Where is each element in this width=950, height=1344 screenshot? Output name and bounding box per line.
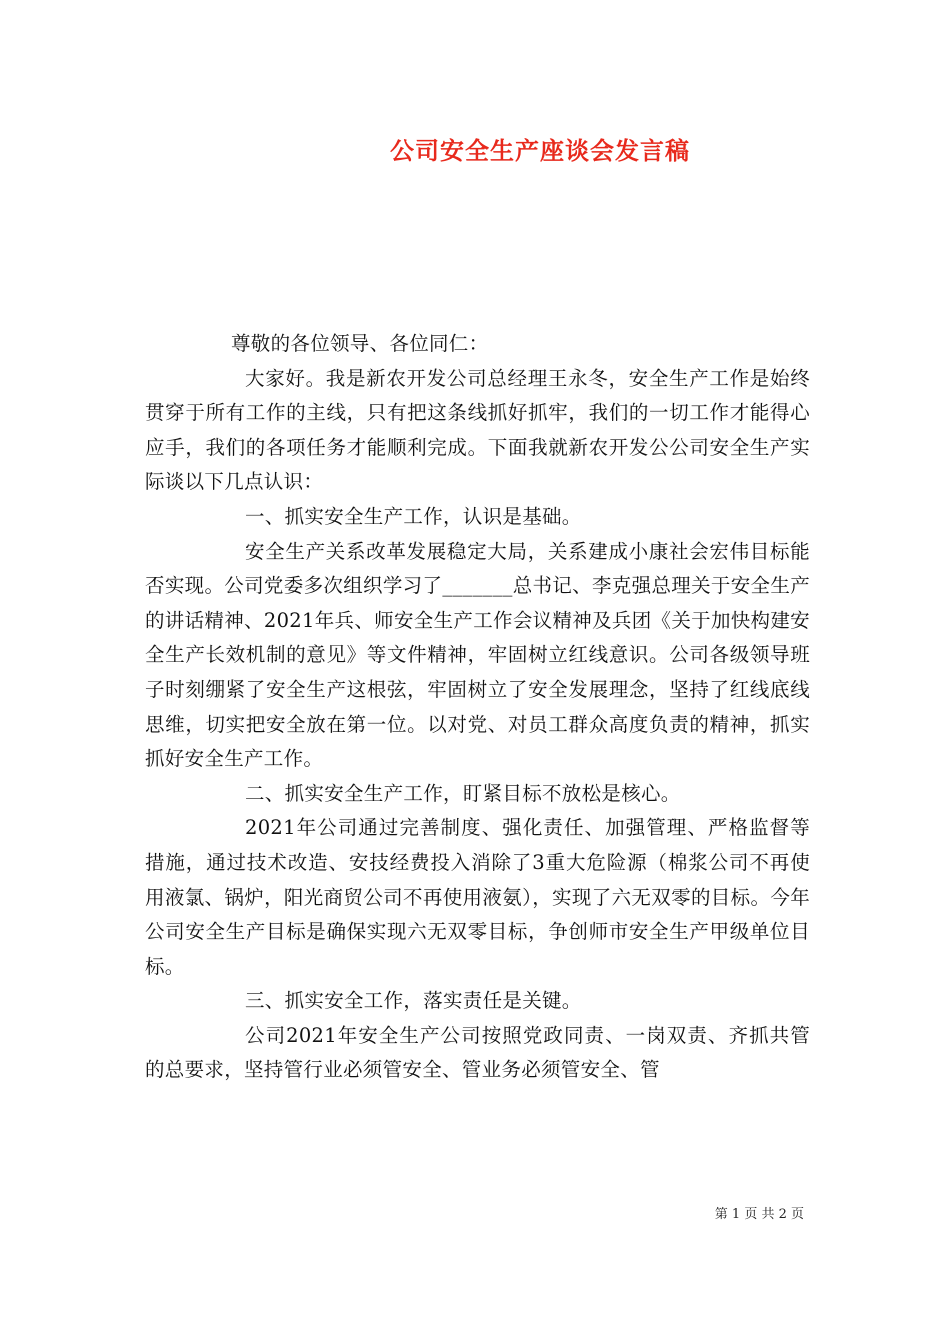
section-heading-1: 一、抓实安全生产工作，认识是基础。 [245, 504, 582, 528]
section-paragraph-3: 公司2021年安全生产公司按照党政同责、一岗双责、齐抓共管的总要求，坚持管行业必须管安全、管业务必须管安全、管 [145, 1023, 810, 1082]
document-title: 公司安全生产座谈会发言稿 [390, 136, 690, 165]
greeting-paragraph: 尊敬的各位领导、各位同仁： [231, 332, 489, 355]
section-heading-3: 三、抓实安全工作，落实责任是关键。 [245, 989, 582, 1013]
section-paragraph-1: 安全生产关系改革发展稳定大局，关系建成小康社会宏伟目标能否实现。公司党委多次组织学习了_______总书记、李克强总理关于安全生产的讲话精神、2021年兵、师安全生产工作会议精神及兵团《关于加快构建安全生产长效机制的意见》等文件精神，牢固树立红线意识。公司各级领导班子时刻绷紧了安全生产这根弦，牢固树立了安全发展理念，坚持了红线底线思维，切实把安全放在第一位。以对党、对员工群众高度负责的精神，抓实抓好安全生产工作。 [145, 539, 810, 771]
intro-paragraph: 大家好。我是新农开发公司总经理王永冬，安全生产工作是始终贯穿于所有工作的主线，只有把这条线抓好抓牢，我们的一切工作才能得心应手，我们的各项任务才能顺利完成。下面我就新农开发公公司安全生产实际谈以下几点认识： [145, 366, 810, 494]
section-heading-2: 二、抓实安全生产工作，盯紧目标不放松是核心。 [245, 781, 681, 805]
page-number: 第 1 页 共 2 页 [714, 1207, 804, 1222]
document-body [145, 327, 810, 1088]
section-paragraph-2: 2021年公司通过完善制度、强化责任、加强管理、严格监督等措施，通过技术改造、安技经费投入消除了3重大危险源（棉浆公司不再使用液氯、锅炉，阳光商贸公司不再使用液氨），实现了六无双零的目标。今年公司安全生产目标是确保实现六无双零目标，争创师市安全生产甲级单位目标。 [145, 816, 810, 978]
